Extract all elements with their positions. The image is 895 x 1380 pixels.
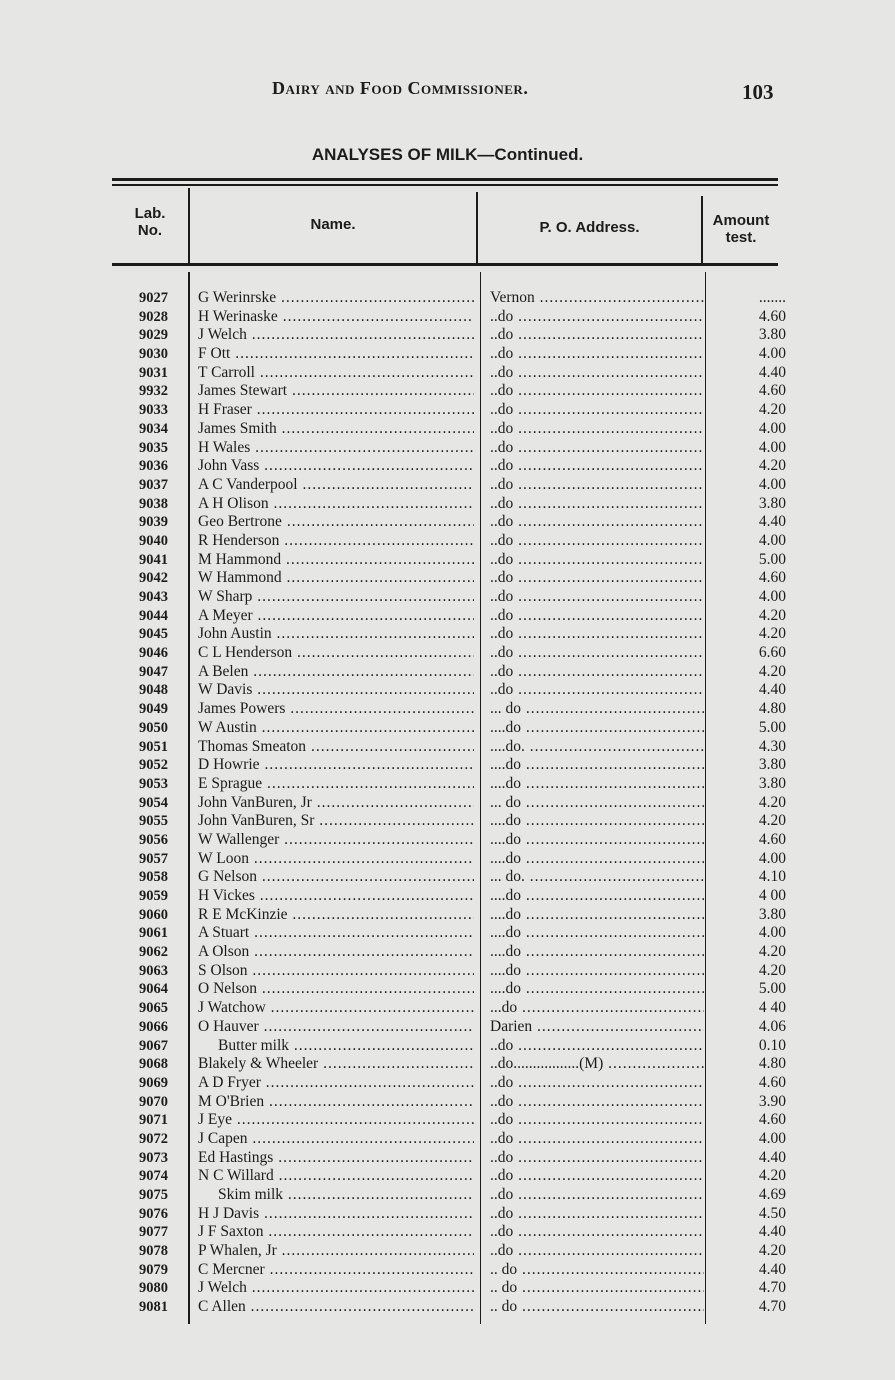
sample-name: H J Davis ..... xyxy=(198,1205,474,1224)
table-row xyxy=(0,420,895,439)
table-row xyxy=(0,663,895,682)
table-row xyxy=(0,308,895,327)
lab-number: 9054 xyxy=(139,794,168,811)
post-office-address: ..do ..... xyxy=(490,420,704,439)
sample-name: James Smith ..... xyxy=(198,420,474,439)
table-row xyxy=(0,831,895,850)
lab-number: 9075 xyxy=(139,1187,168,1203)
top-rule-thin xyxy=(112,184,778,186)
post-office-address: ..do ..... xyxy=(490,401,704,420)
table-row xyxy=(0,980,895,999)
table-row xyxy=(0,1186,895,1205)
lab-number: 9028 xyxy=(139,308,168,325)
sample-name: N C Willard ..... xyxy=(198,1167,474,1186)
post-office-address: ... do ..... xyxy=(490,794,704,813)
lab-number: 9045 xyxy=(139,626,168,643)
post-office-address: ..do ..... xyxy=(490,681,704,700)
lab-number: 9061 xyxy=(139,925,168,942)
amount-test: 3.80 xyxy=(758,326,786,344)
post-office-address: ..do ..... xyxy=(490,1093,704,1112)
lab-number: 9068 xyxy=(139,1056,168,1073)
table-row xyxy=(0,719,895,738)
table-row xyxy=(0,850,895,869)
sample-name: F Ott ..... xyxy=(198,345,474,364)
lab-number: 9073 xyxy=(139,1149,168,1166)
post-office-address: ....do. ..... xyxy=(490,738,704,757)
lab-number: 9042 xyxy=(139,570,168,587)
amount-test: 0.10 xyxy=(758,1036,786,1054)
table-row xyxy=(0,1093,895,1112)
top-rule xyxy=(112,178,778,181)
post-office-address: ..do ..... xyxy=(490,1149,704,1168)
sample-name: O Hauver ..... xyxy=(198,1018,474,1037)
sample-name: Butter milk ..... xyxy=(218,1037,474,1056)
table-row xyxy=(0,738,895,757)
post-office-address: ....do ..... xyxy=(490,831,704,850)
sample-name: D Howrie ..... xyxy=(198,756,474,775)
sample-name: J Welch ..... xyxy=(198,1279,474,1298)
post-office-address: .. do ..... xyxy=(490,1279,704,1298)
sample-name: W Loon ..... xyxy=(198,850,474,869)
post-office-address: ....do ..... xyxy=(490,906,704,925)
post-office-address: .. do ..... xyxy=(490,1261,704,1280)
lab-number: 9040 xyxy=(139,532,168,549)
post-office-address: ..do.................(M) ..... xyxy=(490,1055,704,1074)
lab-number: 9047 xyxy=(139,663,168,680)
lab-number: 9034 xyxy=(139,420,168,437)
sample-name: Ed Hastings ..... xyxy=(198,1149,474,1168)
lab-number: 9048 xyxy=(139,682,168,699)
col-header-name: Name. xyxy=(310,216,356,233)
sample-name: Blakely & Wheeler ..... xyxy=(198,1055,474,1074)
amount-test: 4.20 xyxy=(758,1167,786,1185)
amount-test: 5.00 xyxy=(758,718,786,736)
post-office-address: ..do ..... xyxy=(490,326,704,345)
amount-test: 4.20 xyxy=(758,793,786,811)
sample-name: H Werinaske ..... xyxy=(198,308,474,327)
sample-name: J Watchow ..... xyxy=(198,999,474,1018)
sample-name: W Austin ..... xyxy=(198,719,474,738)
sample-name: P Whalen, Jr ..... xyxy=(198,1242,474,1261)
post-office-address: ..do ..... xyxy=(490,1205,704,1224)
post-office-address: ....do ..... xyxy=(490,962,704,981)
amount-test: 4.00 xyxy=(758,345,786,363)
sample-name: James Powers ..... xyxy=(198,700,474,719)
table-row xyxy=(0,607,895,626)
table-row xyxy=(0,681,895,700)
post-office-address: ..do ..... xyxy=(490,495,704,514)
amount-test: 4.00 xyxy=(758,475,786,493)
amount-test: 4.20 xyxy=(758,457,786,475)
amount-test: 4.20 xyxy=(758,1242,786,1260)
post-office-address: ..do ..... xyxy=(490,663,704,682)
sample-name: G Werinrske ..... xyxy=(198,289,474,308)
sample-name: C Allen ..... xyxy=(198,1298,474,1317)
col-header-amount-line2: test. xyxy=(725,229,757,246)
lab-number: 9029 xyxy=(139,327,168,344)
lab-number: 9056 xyxy=(139,831,168,848)
lab-number: 9037 xyxy=(139,476,168,493)
sample-name: S Olson ..... xyxy=(198,962,474,981)
amount-test: 4.60 xyxy=(758,1073,786,1091)
lab-number: 9065 xyxy=(139,1000,168,1017)
sample-name: A Stuart ..... xyxy=(198,924,474,943)
sample-name: A Meyer ..... xyxy=(198,607,474,626)
table-row xyxy=(0,924,895,943)
post-office-address: ..do ..... xyxy=(490,457,704,476)
sample-name: W Wallenger ..... xyxy=(198,831,474,850)
table-title: ANALYSES OF MILK—Continued. xyxy=(311,145,584,164)
post-office-address: ....do ..... xyxy=(490,812,704,831)
lab-number: 9051 xyxy=(139,738,168,755)
sample-name: W Hammond ..... xyxy=(198,569,474,588)
amount-test: 3.80 xyxy=(758,905,786,923)
sample-name: M O'Brien ..... xyxy=(198,1093,474,1112)
post-office-address: ....do ..... xyxy=(490,887,704,906)
amount-test: 4.70 xyxy=(758,1298,786,1316)
table-row xyxy=(0,1167,895,1186)
amount-test: 5.00 xyxy=(758,980,786,998)
lab-number: 9072 xyxy=(139,1130,168,1147)
amount-test: 4 40 xyxy=(758,999,786,1017)
table-row xyxy=(0,700,895,719)
table-row xyxy=(0,943,895,962)
table-row xyxy=(0,439,895,458)
post-office-address: ..do ..... xyxy=(490,1223,704,1242)
table-row xyxy=(0,1018,895,1037)
amount-test: ....... xyxy=(758,289,786,306)
table-row xyxy=(0,588,895,607)
post-office-address: ..do ..... xyxy=(490,513,704,532)
lab-number: 9080 xyxy=(139,1280,168,1297)
post-office-address: ....do ..... xyxy=(490,850,704,869)
page-number: 103 xyxy=(742,80,774,104)
lab-number: 9069 xyxy=(139,1074,168,1091)
amount-test: 4.00 xyxy=(758,419,786,437)
lab-number: 9081 xyxy=(139,1299,168,1316)
amount-test: 4.00 xyxy=(758,438,786,456)
lab-number: 9932 xyxy=(139,383,168,400)
amount-test: 4.00 xyxy=(758,849,786,867)
post-office-address: ..do ..... xyxy=(490,1186,704,1205)
sample-name: J Capen ..... xyxy=(198,1130,474,1149)
amount-test: 3.90 xyxy=(758,1092,786,1110)
table-row xyxy=(0,551,895,570)
amount-test: 4.20 xyxy=(758,943,786,961)
col-header-amount-line1: Amount xyxy=(712,212,770,229)
table-row xyxy=(0,1130,895,1149)
lab-number: 9058 xyxy=(139,869,168,886)
amount-test: 4.06 xyxy=(758,1017,786,1035)
post-office-address: ....do ..... xyxy=(490,775,704,794)
amount-test: 4.40 xyxy=(758,1223,786,1241)
table-row xyxy=(0,1074,895,1093)
table-row xyxy=(0,1111,895,1130)
post-office-address: Vernon ..... xyxy=(490,289,704,308)
post-office-address: ..do ..... xyxy=(490,1074,704,1093)
table-row xyxy=(0,962,895,981)
lab-number: 9049 xyxy=(139,701,168,718)
table-row xyxy=(0,625,895,644)
post-office-address: ....do ..... xyxy=(490,924,704,943)
col-header-lab-line1: Lab. xyxy=(134,205,166,222)
amount-test: 4.60 xyxy=(758,569,786,587)
amount-test: 4.40 xyxy=(758,363,786,381)
amount-test: 4.80 xyxy=(758,1055,786,1073)
post-office-address: ..do ..... xyxy=(490,532,704,551)
amount-test: 6.60 xyxy=(758,644,786,662)
sample-name: C L Henderson ..... xyxy=(198,644,474,663)
table-row xyxy=(0,364,895,383)
page-header xyxy=(0,78,895,112)
table-row xyxy=(0,326,895,345)
table-row xyxy=(0,532,895,551)
col-header-amount xyxy=(703,212,779,246)
sample-name: C Mercner ..... xyxy=(198,1261,474,1280)
table-row xyxy=(0,495,895,514)
post-office-address: ..do ..... xyxy=(490,1242,704,1261)
sample-name: M Hammond ..... xyxy=(198,551,474,570)
sample-name: A Olson ..... xyxy=(198,943,474,962)
lab-number: 9066 xyxy=(139,1018,168,1035)
post-office-address: ..do ..... xyxy=(490,569,704,588)
col-header-address: P. O. Address. xyxy=(539,219,640,236)
table-row xyxy=(0,999,895,1018)
table-row xyxy=(0,1279,895,1298)
amount-test: 4.80 xyxy=(758,700,786,718)
table-row xyxy=(0,1223,895,1242)
lab-number: 9071 xyxy=(139,1112,168,1129)
table-row xyxy=(0,644,895,663)
amount-test: 4.20 xyxy=(758,961,786,979)
running-head: Dairy and Food Commissioner. xyxy=(272,78,529,98)
post-office-address: ...do ..... xyxy=(490,999,704,1018)
table-row xyxy=(0,289,895,308)
table-row xyxy=(0,457,895,476)
sample-name: A C Vanderpool ..... xyxy=(198,476,474,495)
post-office-address: ..do ..... xyxy=(490,551,704,570)
table-row xyxy=(0,775,895,794)
sample-name: J F Saxton ..... xyxy=(198,1223,474,1242)
sample-name: John VanBuren, Sr ..... xyxy=(198,812,474,831)
lab-number: 9046 xyxy=(139,645,168,662)
table-row xyxy=(0,1261,895,1280)
amount-test: 4.40 xyxy=(758,681,786,699)
sample-name: John VanBuren, Jr ..... xyxy=(198,794,474,813)
table-body xyxy=(0,289,895,1317)
table-row xyxy=(0,1149,895,1168)
table-row xyxy=(0,401,895,420)
amount-test: 4.10 xyxy=(758,868,786,886)
post-office-address: ..do ..... xyxy=(490,1167,704,1186)
amount-test: 5.00 xyxy=(758,550,786,568)
lab-number: 9035 xyxy=(139,439,168,456)
amount-test: 4.20 xyxy=(758,662,786,680)
amount-test: 4.60 xyxy=(758,1111,786,1129)
lab-number: 9031 xyxy=(139,364,168,381)
post-office-address: ..do ..... xyxy=(490,476,704,495)
post-office-address: ..do ..... xyxy=(490,1111,704,1130)
table-row xyxy=(0,476,895,495)
amount-test: 4.70 xyxy=(758,1279,786,1297)
lab-number: 9077 xyxy=(139,1224,168,1241)
lab-number: 9050 xyxy=(139,719,168,736)
sample-name: A D Fryer ..... xyxy=(198,1074,474,1093)
lab-number: 9057 xyxy=(139,850,168,867)
post-office-address: ..do ..... xyxy=(490,345,704,364)
sample-name: A Belen ..... xyxy=(198,663,474,682)
table-row xyxy=(0,868,895,887)
post-office-address: ....do ..... xyxy=(490,943,704,962)
post-office-address: ..do ..... xyxy=(490,439,704,458)
lab-number: 9055 xyxy=(139,813,168,830)
amount-test: 4.60 xyxy=(758,382,786,400)
col-header-lab-line2: No. xyxy=(137,222,163,239)
amount-test: 4 00 xyxy=(758,887,786,904)
amount-test: 4.00 xyxy=(758,588,786,605)
lab-number: 9078 xyxy=(139,1243,168,1260)
amount-test: 3.80 xyxy=(758,756,786,774)
sample-name: H Fraser ..... xyxy=(198,401,474,420)
table-row xyxy=(0,906,895,925)
table-row xyxy=(0,794,895,813)
post-office-address: ..do ..... xyxy=(490,588,704,607)
lab-number: 9041 xyxy=(139,551,168,568)
sample-name: W Davis ..... xyxy=(198,681,474,700)
amount-test: 4.40 xyxy=(758,1148,786,1166)
table-row xyxy=(0,382,895,401)
amount-test: 4.69 xyxy=(758,1186,786,1203)
sample-name: H Wales ..... xyxy=(198,439,474,458)
post-office-address: ... do ..... xyxy=(490,700,704,719)
lab-number: 9039 xyxy=(139,514,168,531)
lab-number: 9062 xyxy=(139,944,168,961)
amount-test: 4.20 xyxy=(758,625,786,643)
lab-number: 9074 xyxy=(139,1168,168,1185)
sample-name: J Eye ..... xyxy=(198,1111,474,1130)
sample-name: H Vickes ..... xyxy=(198,887,474,906)
lab-number: 9064 xyxy=(139,981,168,998)
amount-test: 4.00 xyxy=(758,1129,786,1147)
amount-test: 4.00 xyxy=(758,924,786,942)
sample-name: Geo Bertrone ..... xyxy=(198,513,474,532)
sample-name: James Stewart ..... xyxy=(198,382,474,401)
table-row xyxy=(0,756,895,775)
lab-number: 9027 xyxy=(139,290,168,306)
post-office-address: ..do ..... xyxy=(490,1037,704,1056)
sample-name: Skim milk ..... xyxy=(218,1186,474,1205)
amount-test: 4.00 xyxy=(758,531,786,549)
amount-test: 4.40 xyxy=(758,1260,786,1278)
post-office-address: .. do ..... xyxy=(490,1298,704,1317)
table-row xyxy=(0,1037,895,1056)
table-row xyxy=(0,1055,895,1074)
amount-test: 4.60 xyxy=(758,830,786,848)
lab-number: 9079 xyxy=(139,1261,168,1278)
sample-name: E Sprague ..... xyxy=(198,775,474,794)
sample-name: T Carroll ..... xyxy=(198,364,474,383)
post-office-address: ....do ..... xyxy=(490,756,704,775)
post-office-address: ..do ..... xyxy=(490,382,704,401)
lab-number: 9038 xyxy=(139,495,168,512)
amount-test: 3.80 xyxy=(758,494,786,512)
table-row xyxy=(0,1205,895,1224)
post-office-address: ....do ..... xyxy=(490,719,704,738)
lab-number: 9063 xyxy=(139,962,168,979)
lab-number: 9059 xyxy=(139,888,168,904)
table-row xyxy=(0,1298,895,1317)
amount-test: 4.20 xyxy=(758,812,786,830)
lab-number: 9052 xyxy=(139,757,168,774)
col-header-lab xyxy=(118,205,182,239)
post-office-address: ..do ..... xyxy=(490,607,704,626)
post-office-address: ....do ..... xyxy=(490,980,704,999)
table-row xyxy=(0,887,895,906)
amount-test: 4.30 xyxy=(758,737,786,755)
lab-number: 9076 xyxy=(139,1205,168,1222)
table-row xyxy=(0,513,895,532)
sample-name: R Henderson ..... xyxy=(198,532,474,551)
lab-number: 9043 xyxy=(139,589,168,605)
lab-number: 9036 xyxy=(139,458,168,475)
table-row xyxy=(0,345,895,364)
lab-number: 9030 xyxy=(139,346,168,363)
sample-name: Thomas Smeaton ..... xyxy=(198,738,474,757)
lab-number: 9044 xyxy=(139,607,168,624)
post-office-address: ..do ..... xyxy=(490,625,704,644)
sample-name: O Nelson ..... xyxy=(198,980,474,999)
table-row xyxy=(0,1242,895,1261)
sample-name: John Vass ..... xyxy=(198,457,474,476)
sample-name: G Nelson ..... xyxy=(198,868,474,887)
sample-name: John Austin ..... xyxy=(198,625,474,644)
amount-test: 4.60 xyxy=(758,307,786,325)
post-office-address: ... do. ..... xyxy=(490,868,704,887)
amount-test: 4.20 xyxy=(758,401,786,419)
lab-number: 9070 xyxy=(139,1093,168,1110)
header-rule xyxy=(112,263,778,266)
lab-number: 9053 xyxy=(139,775,168,792)
post-office-address: ..do ..... xyxy=(490,644,704,663)
post-office-address: ..do ..... xyxy=(490,1130,704,1149)
amount-test: 4.40 xyxy=(758,513,786,531)
sample-name: J Welch ..... xyxy=(198,326,474,345)
amount-test: 3.80 xyxy=(758,774,786,792)
sample-name: W Sharp ..... xyxy=(198,588,474,607)
amount-test: 4.50 xyxy=(758,1204,786,1222)
sample-name: A H Olison ..... xyxy=(198,495,474,514)
post-office-address: ..do ..... xyxy=(490,308,704,327)
lab-number: 9060 xyxy=(139,906,168,923)
post-office-address: ..do ..... xyxy=(490,364,704,383)
lab-number: 9067 xyxy=(139,1037,168,1054)
post-office-address: Darien ..... xyxy=(490,1018,704,1037)
lab-number: 9033 xyxy=(139,402,168,419)
table-row xyxy=(0,812,895,831)
amount-test: 4.20 xyxy=(758,606,786,624)
sample-name: R E McKinzie ..... xyxy=(198,906,474,925)
table-row xyxy=(0,569,895,588)
